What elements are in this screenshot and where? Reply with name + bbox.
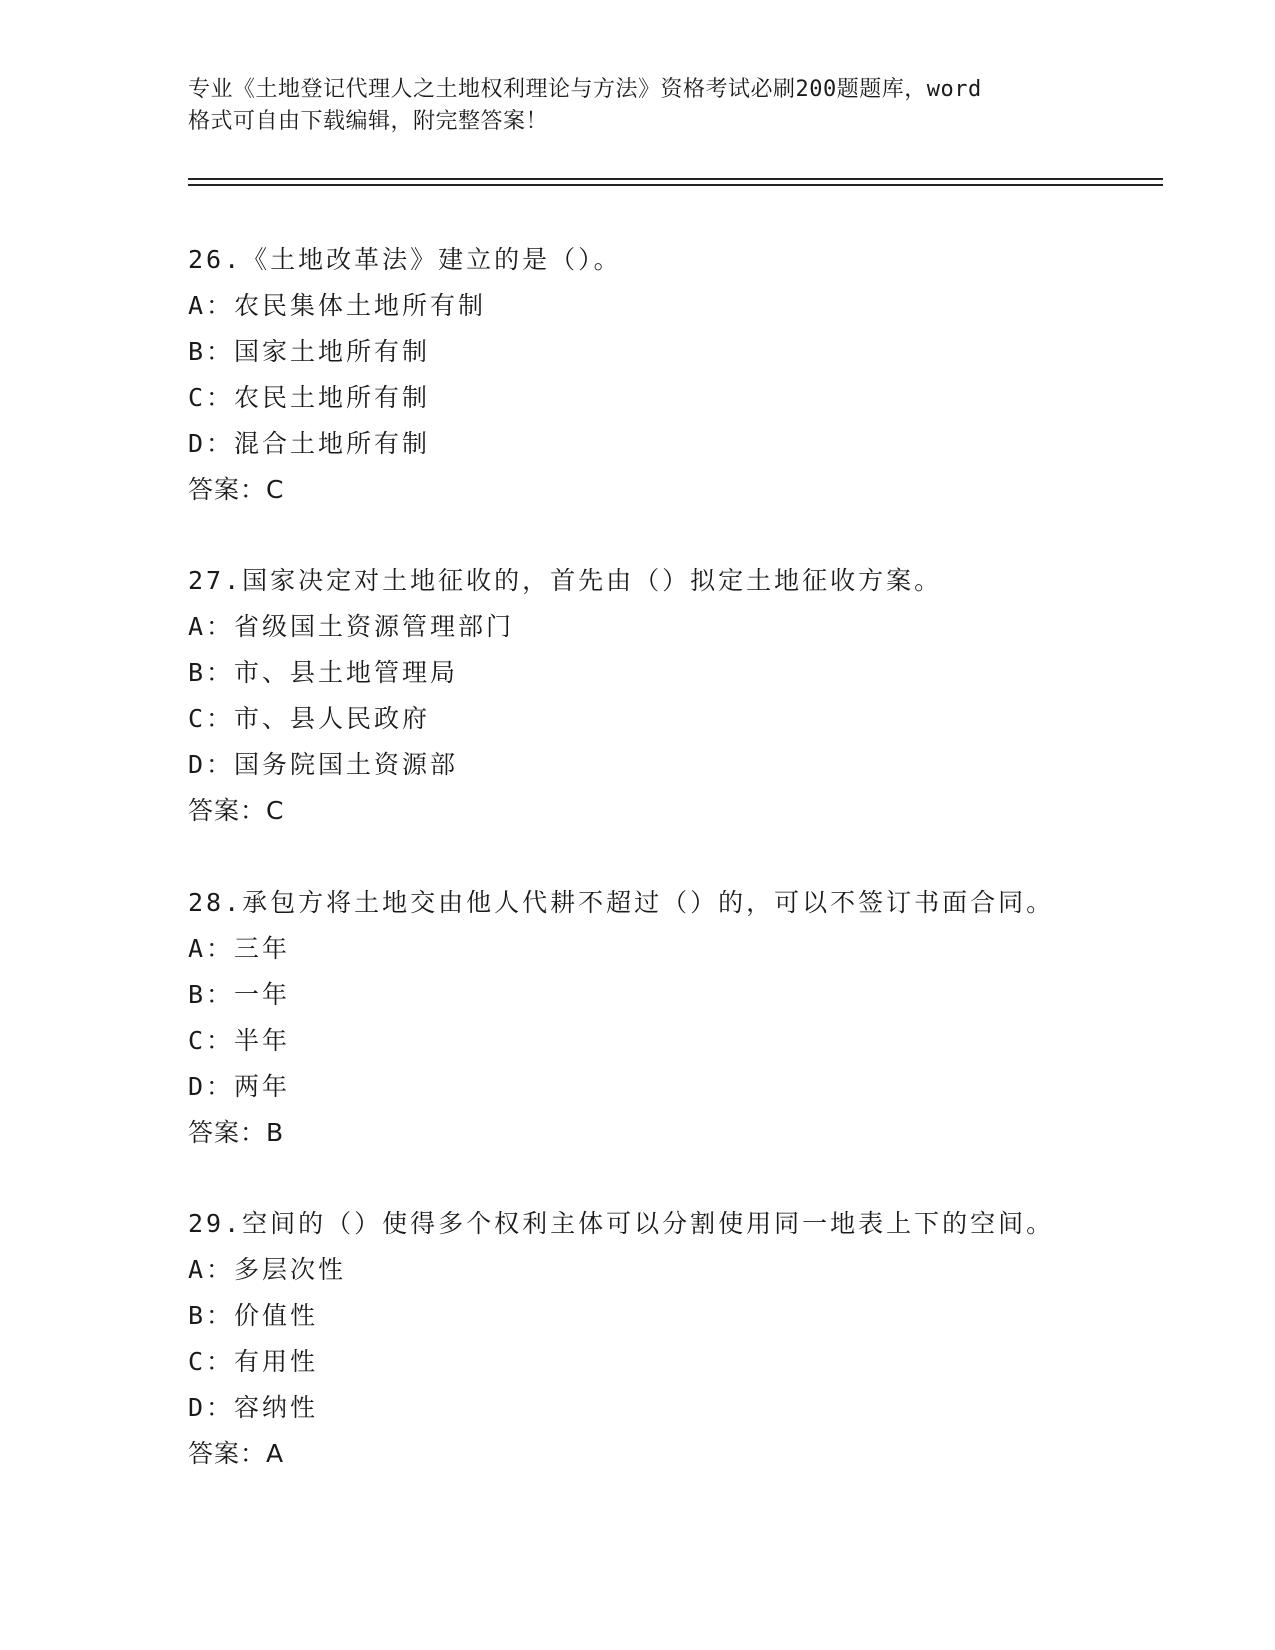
option-a: A：多层次性 bbox=[188, 1255, 347, 1284]
option-c: C：市、县人民政府 bbox=[188, 704, 431, 733]
answer: 答案：B bbox=[188, 1118, 285, 1147]
question-29 bbox=[188, 1201, 1168, 1477]
option-b: B：一年 bbox=[188, 980, 291, 1009]
option-b: B：国家土地所有制 bbox=[188, 337, 431, 366]
header-divider-top bbox=[188, 178, 1163, 180]
question-stem: 26.《土地改革法》建立的是（）。 bbox=[188, 245, 622, 274]
question-stem: 27.国家决定对土地征收的，首先由（）拟定土地征收方案。 bbox=[188, 566, 943, 595]
option-c: C：半年 bbox=[188, 1026, 291, 1055]
answer: 答案：A bbox=[188, 1439, 285, 1468]
option-a: A：三年 bbox=[188, 934, 291, 963]
option-a: A：省级国土资源管理部门 bbox=[188, 612, 515, 641]
option-d: D：容纳性 bbox=[188, 1393, 319, 1422]
option-a: A：农民集体土地所有制 bbox=[188, 291, 487, 320]
answer: 答案：C bbox=[188, 796, 285, 825]
option-c: C：农民土地所有制 bbox=[188, 383, 431, 412]
option-d: D：两年 bbox=[188, 1072, 291, 1101]
header-divider-bottom bbox=[188, 184, 1163, 186]
document-header bbox=[188, 74, 1088, 138]
option-c: C：有用性 bbox=[188, 1347, 319, 1376]
question-27 bbox=[188, 558, 1168, 834]
option-b: B：市、县土地管理局 bbox=[188, 658, 459, 687]
question-stem: 28.承包方将土地交由他人代耕不超过（）的，可以不签订书面合同。 bbox=[188, 888, 1055, 917]
question-26 bbox=[188, 237, 1168, 513]
option-b: B：价值性 bbox=[188, 1301, 319, 1330]
question-28 bbox=[188, 880, 1168, 1156]
question-stem: 29.空间的（）使得多个权利主体可以分割使用同一地表上下的空间。 bbox=[188, 1209, 1055, 1238]
answer: 答案：C bbox=[188, 475, 285, 504]
option-d: D：国务院国土资源部 bbox=[188, 750, 459, 779]
header-line-2: 格式可自由下载编辑，附完整答案！ bbox=[188, 109, 549, 134]
header-line-1: 专业《土地登记代理人之土地权利理论与方法》资格考试必刷200题题库，word bbox=[188, 77, 982, 102]
option-d: D：混合土地所有制 bbox=[188, 429, 431, 458]
